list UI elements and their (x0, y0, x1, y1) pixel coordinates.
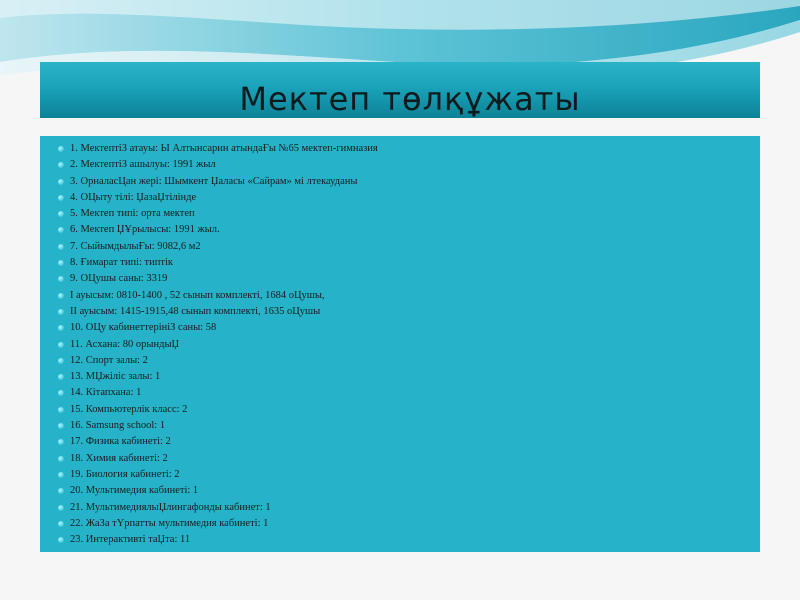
list-item (58, 369, 760, 385)
list-item-text: 4. ОЦыту тілі: ЏазаЏтілінде (70, 191, 197, 203)
list-item (58, 467, 760, 483)
bullet-icon (58, 342, 64, 348)
bullet-icon (58, 423, 64, 429)
list-item-text: І ауысым: 0810-1400 , 52 сынып комплекті, 1684 оЦушы, (70, 289, 325, 301)
bullet-icon (58, 439, 64, 445)
list-item-text: 14. Кітапхана: 1 (70, 387, 142, 399)
bullet-icon (58, 472, 64, 478)
title-bar (40, 62, 760, 118)
list-item (58, 434, 760, 450)
list-item-text: 13. МЏжіліс залы: 1 (70, 371, 161, 383)
list-item (58, 418, 760, 434)
list-item-text: 3. ОрналасЦан жері: Шымкент Џаласы «Сайрам» мі лтекауданы (70, 175, 358, 187)
list-item-text: 9. ОЦушы саны: 3319 (70, 273, 168, 285)
list-item (58, 320, 760, 336)
list-item (58, 288, 760, 304)
list-item (58, 190, 760, 206)
list-item-text: 19. Биология кабинеті: 2 (70, 468, 180, 480)
list-item (58, 174, 760, 190)
slide-title: Мектеп төлқұжаты (239, 80, 581, 118)
list-item (58, 385, 760, 401)
bullet-icon (58, 195, 64, 201)
bullet-icon (58, 293, 64, 299)
list-item-text: 12. Спорт залы: 2 (70, 354, 148, 366)
list-item (58, 271, 760, 287)
list-item-text: 23. Интерактивті таЏта: 11 (70, 534, 191, 546)
list-item (58, 157, 760, 173)
bullet-icon (58, 260, 64, 266)
list-item-text: ІІ ауысым: 1415-1915,48 сынып комплекті, 1635 оЦушы (70, 305, 321, 317)
bullet-icon (58, 390, 64, 396)
bullet-icon (58, 358, 64, 364)
list-item-text: 16. Samsung school: 1 (70, 420, 166, 432)
list-item-text: 2. МектептіЗ ашылуы: 1991 жыл (70, 159, 216, 171)
bullet-icon (58, 146, 64, 152)
bullet-icon (58, 488, 64, 494)
list-item (58, 532, 760, 548)
content-box (40, 136, 760, 552)
list-item (58, 222, 760, 238)
bullet-icon (58, 505, 64, 511)
list-item-text: 10. ОЦу кабинеттерініЗ саны: 58 (70, 322, 217, 334)
list-item-text: 21. МультимедиялыЏлингафонды кабинет: 1 (70, 501, 271, 513)
list-item (58, 337, 760, 353)
bullet-icon (58, 521, 64, 527)
bullet-icon (58, 244, 64, 250)
list-item (58, 500, 760, 516)
bullet-icon (58, 276, 64, 282)
list-item (58, 141, 760, 157)
list-item-text: 18. Химия кабинеті: 2 (70, 452, 168, 464)
list-item-text: 11. Асхана: 80 орындыЏ (70, 338, 180, 350)
bullet-icon (58, 456, 64, 462)
list-item-text: 5. Мектеп типі: орта мектеп (70, 208, 195, 220)
list-item-text: 22. ЖаЗа тҮрпатты мультимедия кабинеті: 1 (70, 517, 269, 529)
list-item (58, 239, 760, 255)
list-item-text: 8. Ғимарат типі: типтік (70, 257, 173, 269)
bullet-icon (58, 162, 64, 168)
list-item (58, 402, 760, 418)
list-item-text: 20. Мультимедия кабинеті: 1 (70, 485, 199, 497)
list-item-text: 6. Мектеп ЏҰрылысы: 1991 жыл. (70, 224, 220, 236)
bullet-icon (58, 309, 64, 315)
bullet-icon (58, 179, 64, 185)
bullet-icon (58, 227, 64, 233)
bullet-icon (58, 407, 64, 413)
list-item (58, 353, 760, 369)
bullet-icon (58, 537, 64, 543)
list-item (58, 304, 760, 320)
list-item (58, 483, 760, 499)
list-item (58, 451, 760, 467)
list-item-text: 17. Физика кабинеті: 2 (70, 436, 171, 448)
list-item (58, 206, 760, 222)
list-item (58, 516, 760, 532)
list-item-text: 1. МектептіЗ атауы: Ы Алтынсарин атындаҒы №65 мектеп-гимназия (70, 143, 378, 154)
bullet-icon (58, 211, 64, 217)
bullet-icon (58, 374, 64, 380)
list-item-text: 15. Компьютерлік класс: 2 (70, 403, 188, 415)
bullet-icon (58, 325, 64, 331)
list-item-text: 7. СыйымдылыҒы: 9082,6 м2 (70, 240, 201, 252)
list-item (58, 255, 760, 271)
